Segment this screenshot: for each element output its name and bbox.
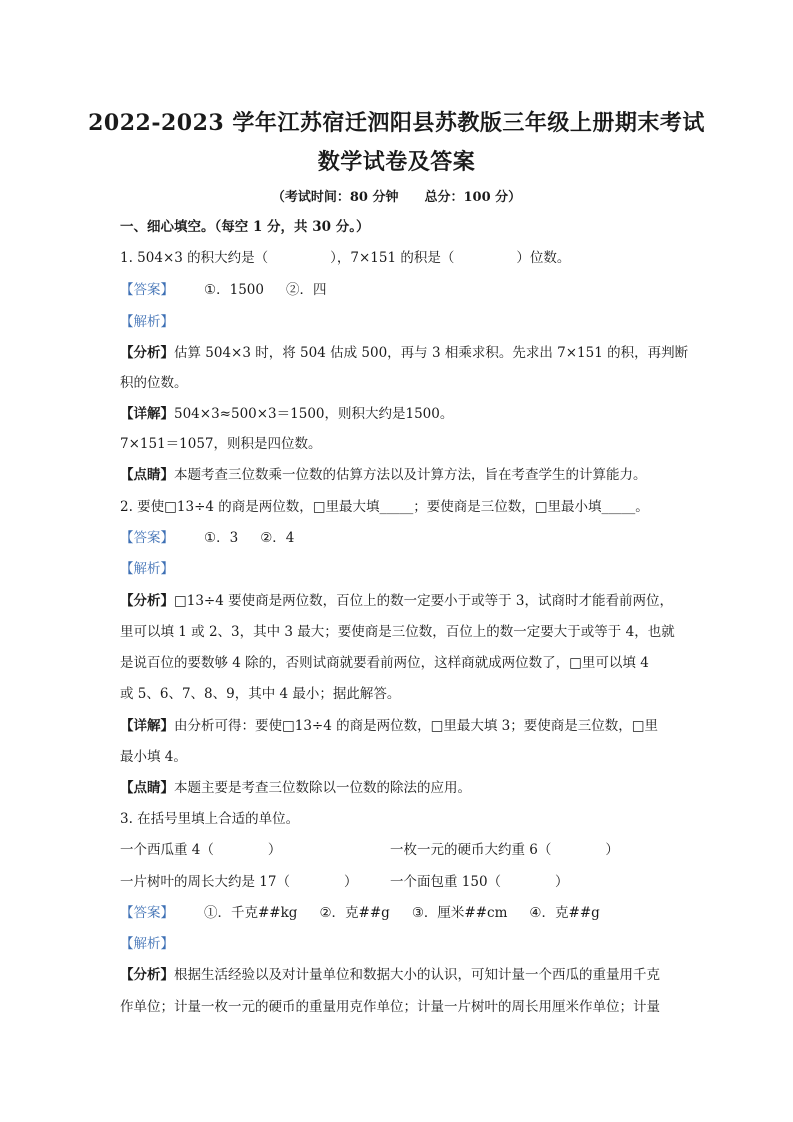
q2-xiangjie-2: 最小填 4。 (120, 749, 187, 765)
q2-answer-1: ①．3 (204, 530, 239, 546)
q2-answer (120, 528, 294, 548)
q1-answer-2: ②．四 (285, 282, 327, 298)
q1-dianjing-text: 本题考查三位数乘一位数的估算方法以及计算方法，旨在考查学生的计算能力。 (174, 467, 647, 483)
q1-xiangjie-text: 504×3≈500×3＝1500，则积大约是1500。 (174, 406, 454, 422)
q3-stem: 3. 在括号里填上合适的单位。 (120, 811, 300, 827)
q1-fenxi-2: 积的位数。 (120, 375, 188, 391)
q1-answer-1: ①．1500 (204, 282, 264, 298)
q2-fenxi-3: 是说百位的要数够 4 除的，否则试商就要看前两位，这样商就成两位数了，□里可以填 4 (120, 655, 649, 671)
answer-label: 【答案】 (120, 905, 174, 921)
dianjing-label: 【点睛】 (120, 780, 174, 796)
q2-dianjing (120, 778, 471, 798)
q1-fenxi-1 (120, 343, 688, 363)
xiangjie-label: 【详解】 (120, 406, 174, 422)
q1-answer (120, 280, 326, 300)
q2-fenxi-4: 或 5、6、7、8、9，其中 4 最小；据此解答。 (120, 686, 401, 702)
q3-answer-4: ④．克##g (529, 905, 600, 921)
fenxi-label: 【分析】 (120, 345, 174, 361)
xiangjie-label: 【详解】 (120, 718, 174, 734)
q1-stem-part-a: 1. 504×3 的积大约是（ (120, 250, 269, 266)
dianjing-label: 【点睛】 (120, 467, 174, 483)
q3-item-1: 一个西瓜重 4（ ） (120, 842, 282, 858)
analysis-label: 【解析】 (120, 936, 174, 952)
analysis-label: 【解析】 (120, 314, 174, 330)
q1-stem-part-b: ），7×151 的积是（ (330, 250, 455, 266)
q3-fenxi-text: 根据生活经验以及对计量单位和数据大小的认识，可知计量一个西瓜的重量用千克 (174, 967, 660, 983)
q1-stem (120, 248, 570, 268)
q2-xiangjie-text: 由分析可得：要使□13÷4 的商是两位数，□里最大填 3；要使商是三位数，□里 (174, 718, 659, 734)
q3-fenxi-1 (120, 965, 660, 985)
q2-stem: 2. 要使□13÷4 的商是两位数，□里最大填_____；要使商是三位数，□里最小填_____。 (120, 499, 649, 515)
q3-fenxi-2: 作单位；计量一枚一元的硬币的重量用克作单位；计量一片树叶的周长用厘米作单位；计量 (120, 999, 660, 1015)
q3-item-3: 一片树叶的周长大约是 17（ ） (120, 874, 358, 890)
fenxi-label: 【分析】 (120, 593, 174, 609)
q3-answer (120, 903, 600, 923)
q3-item-2: 一枚一元的硬币大约重 6（ ） (390, 842, 619, 858)
q1-xiangjie-1 (120, 404, 453, 424)
analysis-label: 【解析】 (120, 561, 174, 577)
q3-answer-3: ③．厘米##cm (411, 905, 508, 921)
q1-xiangjie-2: 7×151＝1057，则积是四位数。 (120, 436, 322, 452)
q1-dianjing (120, 465, 647, 485)
q2-xiangjie-1 (120, 716, 658, 736)
fenxi-label: 【分析】 (120, 967, 174, 983)
exam-info: （考试时间：80 分钟 总分：100 分） (271, 190, 522, 205)
section-heading: 一、细心填空。（每空 1 分，共 30 分。） (120, 219, 370, 235)
q3-answer-2: ②．克##g (319, 905, 390, 921)
q2-fenxi-text: □13÷4 要使商是两位数，百位上的数一定要小于或等于 3，试商时才能看前两位， (174, 593, 674, 609)
q3-answer-1: ①．千克##kg (204, 905, 298, 921)
q2-answer-2: ②．4 (260, 530, 295, 546)
doc-title-line2: 数学试卷及答案 (317, 149, 476, 175)
q1-fenxi-text: 估算 504×3 时，将 504 估成 500，再与 3 相乘求积。先求出 7×151 的积，再判断 (174, 345, 689, 361)
answer-label: 【答案】 (120, 530, 174, 546)
q2-dianjing-text: 本题主要是考查三位数除以一位数的除法的应用。 (174, 780, 471, 796)
answer-label: 【答案】 (120, 282, 174, 298)
doc-title-line1: 2022-2023 学年江苏宿迁泗阳县苏教版三年级上册期末考试 (88, 110, 705, 136)
q2-fenxi-2: 里可以填 1 或 2、3，其中 3 最大；要使商是三位数，百位上的数一定要大于或等于 4，也就 (120, 624, 675, 640)
q1-stem-part-c: ）位数。 (516, 250, 571, 266)
q3-item-4: 一个面包重 150（ ） (390, 874, 569, 890)
q2-fenxi-1 (120, 591, 673, 611)
